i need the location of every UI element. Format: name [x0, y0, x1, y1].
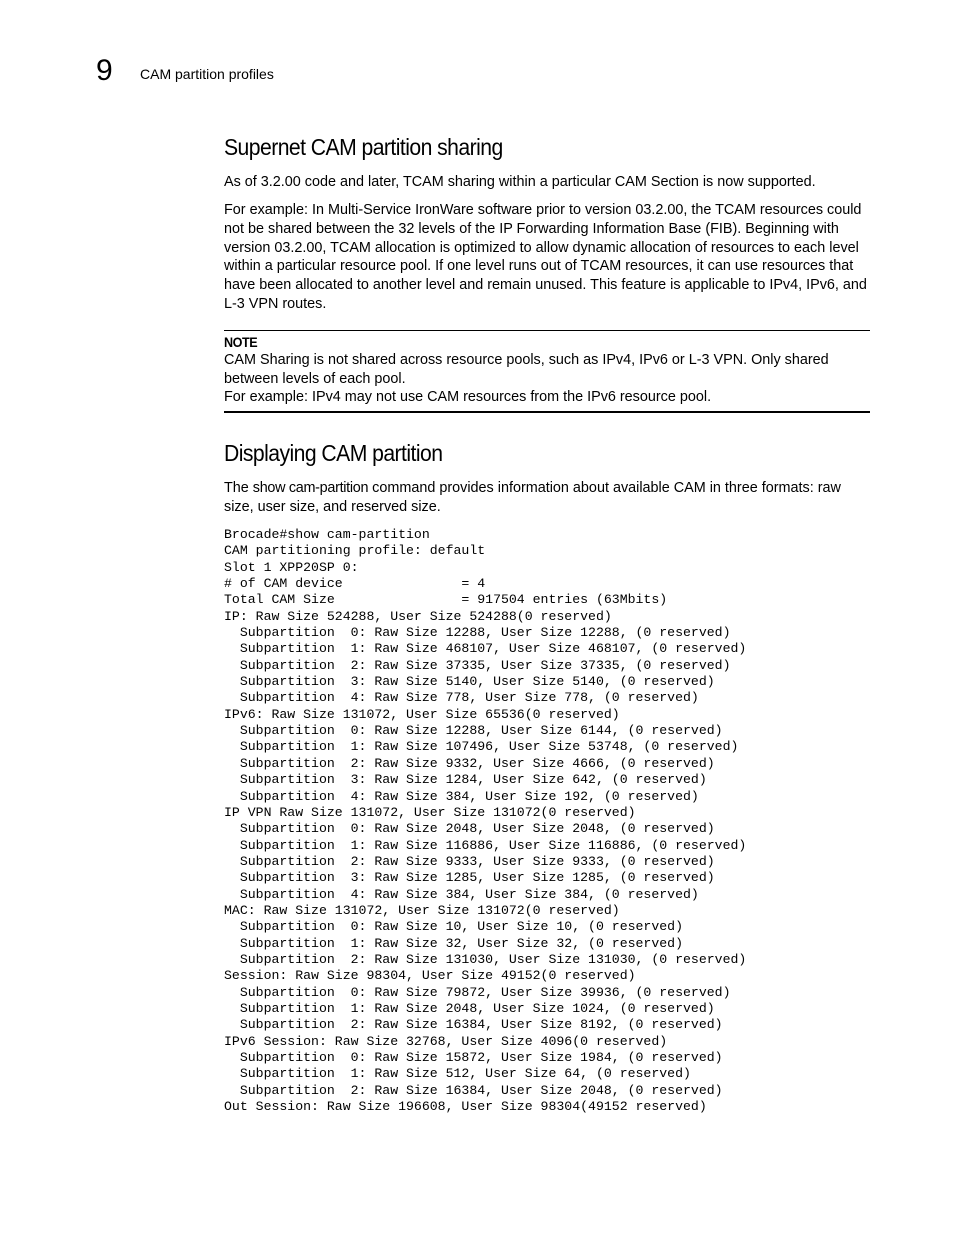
section-heading-supernet: Supernet CAM partition sharing: [224, 134, 503, 160]
command-name: show cam-partition: [252, 480, 369, 496]
note-box: [224, 330, 870, 413]
note-line-1: CAM Sharing is not shared across resource pools, such as IPv4, IPv6 or L-3 VPN. Only shared between levels of each pool.: [224, 352, 829, 387]
paragraph-tcam-example: For example: In Multi-Service IronWare software prior to version 03.2.00, the TCAM resources could not be shared between the 32 levels of the IP Forwarding Information Base (FIB). Beginning with version 03.2.00, TCAM allocation is optimized to allow dynamic allocation of resources to each level within a particular resource pool. If one level runs out of TCAM resources, it can use resources that have been allocated to another level and remain unused. This feature is applicable to IPv4, IPv6, and L-3 VPN routes.: [224, 202, 867, 312]
note-text: [224, 351, 870, 407]
command-output-code-block: Brocade#show cam-partition CAM partitioning profile: default Slot 1 XPP20SP 0: # of CAM device = 4 Total CAM Size = 917504 entries (63Mbits) IP: Raw Size 524288, User Size 524288(0 reserved) Subpartition 0: Raw Size 12288, User Size 12288, (0 reserved) Subpartition 1: Raw Size 468107, User Size 468107, (0 reserved) Subpartition 2: Raw Size 37335, User Size 37335, (0 reserved) Subpartition 3: Raw Size 5140, User Size 5140, (0 reserved) Subpartition 4: Raw Size 778, User Size 778, (0 reserved) IPv6: Raw Size 131072, User Size 65536(0 reserved) Subpartition 0: Raw Size 12288, User Size 6144, (0 reserved) Subpartition 1: Raw Size 107496, User Size 53748, (0 reserved) Subpartition 2: Raw Size 9332, User Size 4666, (0 reserved) Subpartition 3: Raw Size 1284, User Size 642, (0 reserved) Subpartition 4: Raw Size 384, User Size 192, (0 reserved) IP VPN Raw Size 131072, User Size 131072(0 reserved) Subpartition 0: Raw Size 2048, User Size 2048, (0 reserved) Subpartition 1: Raw Size 116886, User Size 116886, (0 reserved) Subpartition 2: Raw Size 9333, User Size 9333, (0 reserved) Subpartition 3: Raw Size 1285, User Size 1285, (0 reserved) Subpartition 4: Raw Size 384, User Size 384, (0 reserved) MAC: Raw Size 131072, User Size 131072(0 reserved) Subpartition 0: Raw Size 10, User Size 10, (0 reserved) Subpartition 1: Raw Size 32, User Size 32, (0 reserved) Subpartition 2: Raw Size 131030, User Size 131030, (0 reserved) Session: Raw Size 98304, User Size 49152(0 reserved) Subpartition 0: Raw Size 79872, User Size 39936, (0 reserved) Subpartition 1: Raw Size 2048, User Size 1024, (0 reserved) Subpartition 2: Raw Size 16384, User Size 8192, (0 reserved) IPv6 Session: Raw Size 32768, User Size 4096(0 reserved) Subpartition 0: Raw Size 15872, User Size 1984, (0 reserved) Subpartition 1: Raw Size 512, User Size 64, (0 reserved) Subpartition 2: Raw Size 16384, User Size 2048, (0 reserved) Out Session: Raw Size 196608, User Size 98304(49152 reserved): [224, 527, 747, 1115]
intro-suffix: command provides information about available CAM in three formats: raw size, user size, and reserved size.: [224, 480, 841, 515]
paragraph-command-intro: [224, 479, 870, 517]
chapter-number: 9: [96, 54, 113, 87]
note-line-2: For example: IPv4 may not use CAM resources from the IPv6 resource pool.: [224, 389, 712, 406]
paragraph-tcam-support: As of 3.2.00 code and later, TCAM sharing within a particular CAM Section is now supported.: [224, 174, 816, 190]
note-label: NOTE: [224, 334, 258, 350]
section-heading-displaying: Displaying CAM partition: [224, 440, 443, 466]
intro-prefix: The: [224, 480, 253, 496]
running-head: CAM partition profiles: [140, 66, 274, 82]
